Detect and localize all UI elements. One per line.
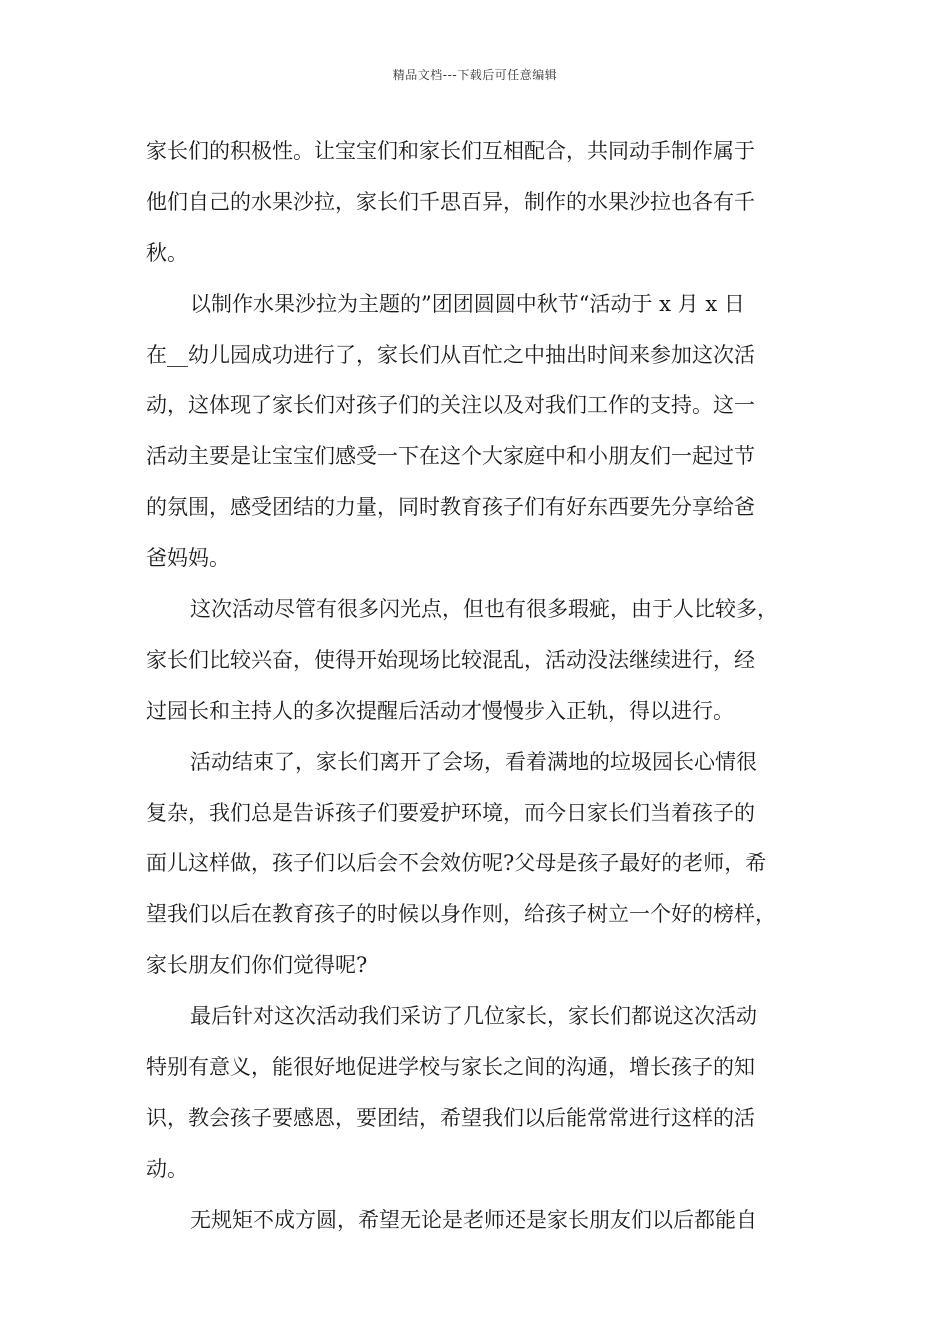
page-header: 精品文档---下载后可任意编辑 [392, 68, 558, 82]
paragraph-first-line: 无规矩不成方圆，希望无论是老师还是家长朋友们以后都能自 [190, 1207, 757, 1232]
text-line: 家长们的积极性。让宝宝们和家长们互相配合，共同动手制作属于 [146, 139, 755, 163]
text-line: 望我们以后在教育孩子的时候以身作则，给孩子树立一个好的榜样， [146, 902, 776, 927]
paragraph-first-line: 最后针对这次活动我们采访了几位家长，家长们都说这次活动 [190, 1004, 757, 1029]
text-line: 面儿这样做，孩子们以后会不会效仿呢?父母是孩子最好的老师，希 [146, 851, 767, 876]
paragraph-first-line: 这次活动尽管有很多闪光点，但也有很多瑕疵，由于人比较多， [190, 597, 778, 622]
text-line: 家长朋友们你们觉得呢? [146, 953, 368, 978]
text-line: 动。 [146, 1156, 188, 1181]
text-line: 在__幼儿园成功进行了，家长们从百忙之中抽出时间来参加这次活 [146, 342, 755, 367]
text-line: 的氛围，感受团结的力量，同时教育孩子们有好东西要先分享给爸 [146, 495, 755, 520]
text-line: 动，这体现了家长们对孩子们的关注以及对我们工作的支持。这一 [146, 393, 755, 418]
text-line: 识，教会孩子要感恩，要团结，希望我们以后能常常进行这样的活 [146, 1105, 755, 1130]
paragraph-first-line: 以制作水果沙拉为主题的”团团圆圆中秋节“活动于 x 月 x 日 [190, 291, 745, 316]
document-body [146, 126, 808, 1246]
text-line: 他们自己的水果沙拉，家长们千思百异，制作的水果沙拉也各有千 [146, 189, 755, 214]
text-line: 活动主要是让宝宝们感受一下在这个大家庭中和小朋友们一起过节 [146, 444, 755, 469]
text-line: 复杂，我们总是告诉孩子们要爱护环境，而今日家长们当着孩子的 [146, 800, 755, 825]
text-line: 家长们比较兴奋，使得开始现场比较混乱，活动没法继续进行，经 [146, 647, 755, 672]
text-line: 秋。 [146, 240, 188, 265]
paragraph-first-line: 活动结束了，家长们离开了会场，看着满地的垃圾园长心情很 [190, 749, 757, 774]
text-line: 爸妈妈。 [146, 546, 230, 571]
text-line: 特别有意义，能很好地促进学校与家长之间的沟通，增长孩子的知 [146, 1055, 755, 1080]
text-line: 过园长和主持人的多次提醒后活动才慢慢步入正轨，得以进行。 [146, 698, 734, 723]
